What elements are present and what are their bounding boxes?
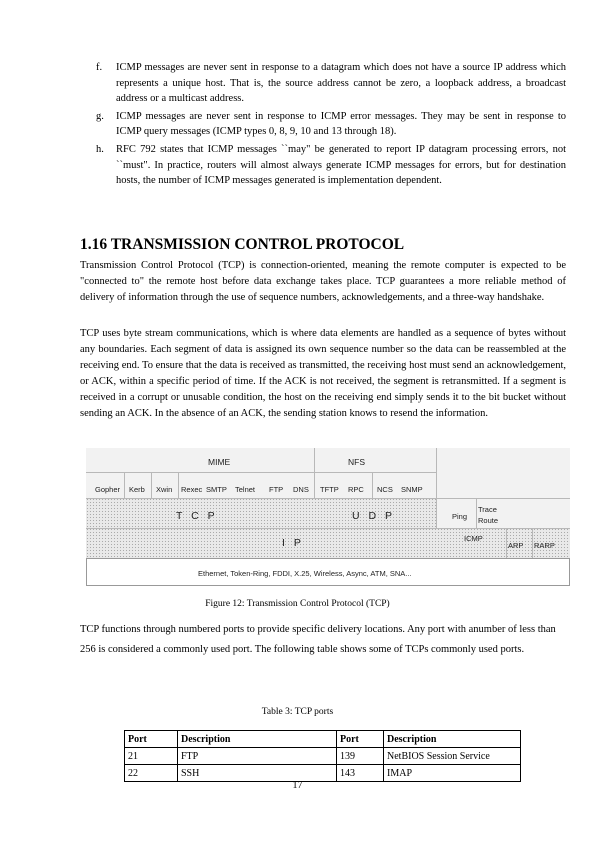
divider — [86, 498, 570, 499]
table-row — [125, 748, 521, 765]
paragraph: Transmission Control Protocol (TCP) is connection-oriented, meaning the remote computer is expected to be "connected to" the remote host before data exchange takes place. TCP guarantees a more reliable method of delivery of information through the use of sequence numbers, acknowledgements, and a three-way handshake. — [80, 260, 566, 303]
app-telnet: Telnet — [235, 485, 256, 494]
list-item — [96, 142, 566, 189]
list-item-text: RFC 792 states that ICMP messages ``may" be generated to report IP datagram processing errors, not ``must". In practice, routers will almost always generate ICMP messages for errors, but for destination hosts, the number of ICMP messages generated is implementation dependent. — [116, 143, 566, 187]
header-description: Description — [178, 731, 337, 748]
link-layer-label: Ethernet, Token-Ring, FDDI, X.25, Wireless, Async, ATM, SNA... — [198, 569, 412, 578]
tcp-label: T C P — [176, 510, 218, 522]
ip-label: I P — [282, 537, 304, 549]
list-item-label: h. — [96, 143, 104, 155]
table-cell: 143 — [337, 765, 384, 782]
icmp-rules-list — [96, 60, 566, 191]
app-dns: DNS — [293, 485, 309, 494]
divider — [178, 472, 179, 498]
icmp-label: ICMP — [464, 534, 483, 543]
header-port: Port — [337, 731, 384, 748]
divider — [86, 472, 436, 473]
list-item-text: ICMP messages are never sent in response to ICMP error messages. They may be sent in response to ICMP query messages (ICMP types 0, 8, 9, 10 and 13 through 18). — [116, 110, 566, 138]
divider — [124, 472, 125, 498]
table-cell: 21 — [125, 748, 178, 765]
ip-band — [86, 528, 570, 558]
table-caption: Table 3: TCP ports — [261, 707, 334, 717]
header-port: Port — [125, 731, 178, 748]
app-rpc: RPC — [348, 485, 364, 494]
divider — [314, 448, 315, 498]
table-cell: NetBIOS Session Service — [384, 748, 521, 765]
table-cell: FTP — [178, 748, 337, 765]
app-ftp: FTP — [269, 485, 284, 494]
table-cell: 139 — [337, 748, 384, 765]
app-ncs: NCS — [377, 485, 393, 494]
table-header-row — [125, 731, 521, 748]
rarp-label: RARP — [534, 541, 555, 550]
nfs-label: NFS — [348, 457, 365, 467]
ping-label: Ping — [452, 512, 468, 521]
table-row — [125, 765, 521, 782]
divider — [476, 498, 477, 528]
udp-label: U D P — [352, 510, 396, 522]
app-rexec: Rexec — [181, 485, 203, 494]
divider — [151, 472, 152, 498]
tcp-ports-table — [124, 730, 521, 782]
app-tftp: TFTP — [320, 485, 339, 494]
figure-caption: Figure 12: Transmission Control Protocol (TCP) — [205, 599, 390, 609]
divider — [436, 448, 437, 528]
list-item — [96, 109, 566, 140]
app-kerb: Kerb — [129, 485, 145, 494]
table-cell: IMAP — [384, 765, 521, 782]
app-gopher: Gopher — [95, 485, 121, 494]
divider — [86, 528, 570, 529]
table-cell: 22 — [125, 765, 178, 782]
header-description: Description — [384, 731, 521, 748]
app-snmp: SNMP — [401, 485, 423, 494]
app-xwin: Xwin — [156, 485, 173, 494]
mime-label: MIME — [208, 457, 231, 467]
divider — [506, 528, 507, 558]
list-item-label: g. — [96, 110, 104, 122]
paragraph: TCP functions through numbered ports to provide specific delivery locations. Any port with anumber of less than 256 is considered a commonly used port. The following table shows some of TCPs commonly used ports. — [80, 624, 556, 655]
paragraph: TCP uses byte stream communications, which is where data elements are handled as a sequence of bytes without any boundaries. Each segment of data is assigned its own sequence number so the data can be reassembled at the receiving end. To ensure that the data is received as transmitted, the receiving host must send an acknowledgement, or ACK, within a specific period of time. If the ACK is not received, the segment is retransmitted. If a segment is received in a corrupt or unusable condition, the host on the receiving end simply sends it to the bit bucket without sending an ACK. In the absence of an ACK, the sending station knows to resend the information. — [80, 328, 566, 419]
protocol-stack-diagram — [86, 448, 570, 588]
section-heading: 1.16 TRANSMISSION CONTROL PROTOCOL — [80, 236, 405, 253]
app-smtp: SMTP — [206, 485, 227, 494]
page-number: 17 — [292, 780, 303, 791]
list-item-label: f. — [96, 62, 103, 73]
trace-route-label: Trace Route — [478, 505, 499, 525]
list-item — [96, 60, 566, 107]
divider — [372, 472, 373, 498]
divider — [532, 528, 533, 558]
list-item-text: ICMP messages are never sent in response to a datagram which does not have a source IP address which represents a unique host. That is, the source address cannot be zero, a loopback address, a broadcast address or a multicast address. — [116, 62, 566, 105]
arp-label: ARP — [508, 541, 524, 550]
table-cell: SSH — [178, 765, 337, 782]
